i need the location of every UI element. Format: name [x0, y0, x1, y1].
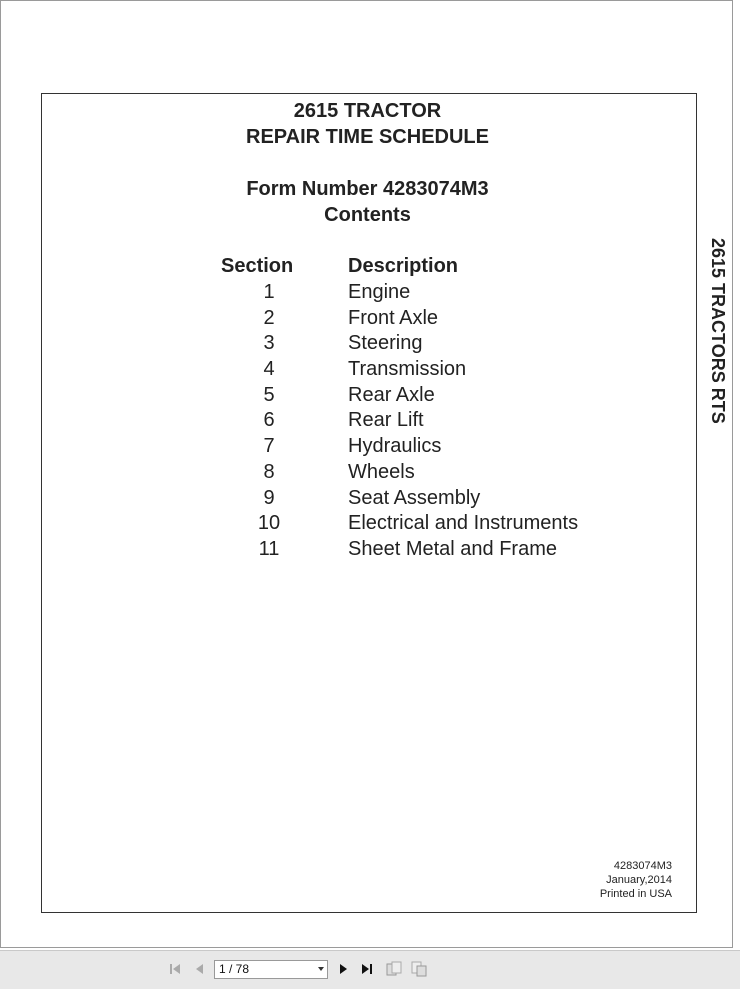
footer-date: January,2014: [606, 874, 672, 886]
section-number: 2: [263, 306, 275, 329]
document-subtitle: REPAIR TIME SCHEDULE: [246, 126, 489, 148]
section-description: Hydraulics: [348, 435, 442, 458]
spine-label: 2615 TRACTORS RTS: [708, 238, 728, 424]
section-description: Electrical and Instruments: [348, 512, 579, 535]
section-number: 7: [263, 435, 275, 458]
section-description: Transmission: [348, 358, 467, 381]
section-description: Rear Lift: [348, 409, 424, 432]
section-number: 10: [257, 512, 281, 535]
last-page-icon[interactable]: [358, 960, 376, 978]
section-description: Front Axle: [348, 306, 439, 329]
section-description: Rear Axle: [348, 383, 435, 406]
section-description: Seat Assembly: [348, 486, 481, 509]
section-description: Engine: [348, 281, 411, 303]
section-number: 3: [263, 332, 275, 355]
page-indicator: 1 / 78: [219, 962, 250, 976]
contents-heading: Contents: [324, 204, 411, 226]
page-number-select[interactable]: [214, 960, 328, 979]
two-page-view-icon[interactable]: [410, 960, 428, 978]
viewer-toolbar: [0, 950, 740, 989]
form-number: Form Number 4283074M3: [246, 178, 489, 200]
first-page-icon[interactable]: [167, 960, 185, 978]
section-number: 4: [263, 358, 275, 381]
prev-page-icon[interactable]: [191, 960, 209, 978]
section-number: 6: [263, 409, 275, 432]
section-description: Steering: [348, 332, 423, 355]
section-number: 5: [263, 383, 275, 406]
section-number: 8: [263, 460, 275, 483]
description-column-header: Description: [348, 255, 459, 277]
section-number: 9: [263, 486, 275, 509]
chevron-down-icon: [318, 967, 324, 971]
footer-code: 4283074M3: [613, 860, 672, 872]
section-column-header: Section: [221, 255, 294, 277]
next-page-icon[interactable]: [334, 960, 352, 978]
section-number: 11: [258, 537, 280, 560]
section-description: Sheet Metal and Frame: [348, 537, 557, 560]
footer-printed: Printed in USA: [599, 888, 672, 900]
section-description: Wheels: [348, 460, 415, 483]
single-page-view-icon[interactable]: [385, 960, 403, 978]
section-number: 1: [263, 281, 275, 303]
document-title: 2615 TRACTOR: [293, 100, 442, 122]
